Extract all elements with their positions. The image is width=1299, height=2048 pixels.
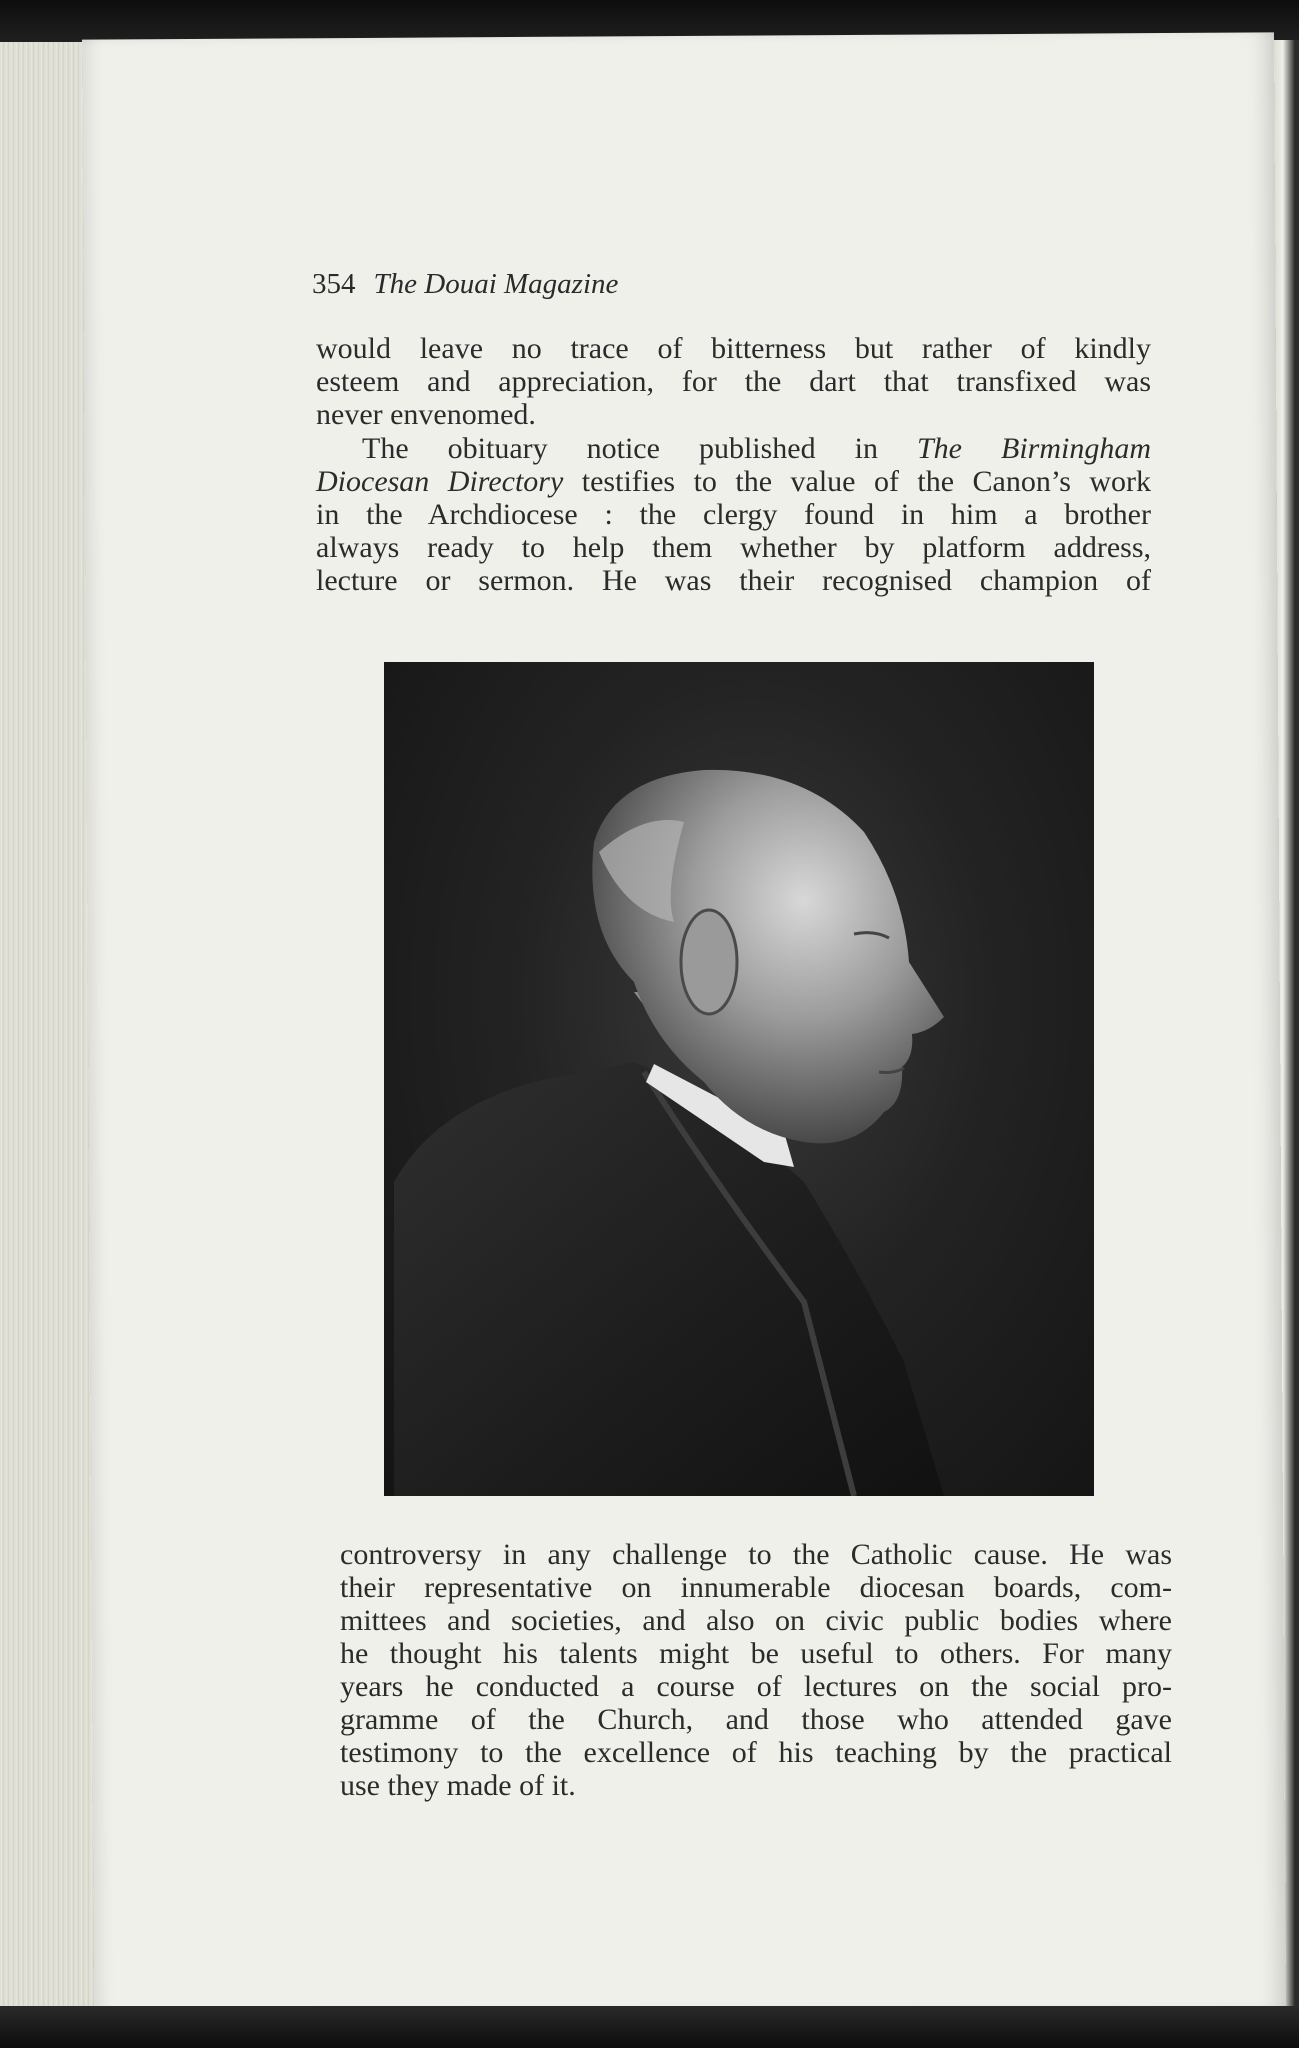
paragraph-obituary-notice: [316, 432, 1151, 597]
text-line: use they made of it.: [340, 1769, 576, 1802]
journal-title: The Douai Magazine: [373, 268, 619, 300]
text-line: mittees and societies, and also on civic public bodies where: [340, 1604, 1172, 1637]
publication-title-part: Diocesan Directory: [316, 465, 564, 498]
text-line: never envenomed.: [316, 398, 536, 431]
page-number: 354: [312, 268, 356, 300]
portrait-photograph: [384, 662, 1094, 1496]
text-line: controversy in any challenge to the Catholic cause. He was: [340, 1538, 1172, 1571]
text-line: in the Archdiocese : the clergy found in him a brother: [316, 498, 1151, 531]
publication-title-part: The Birmingham: [916, 432, 1151, 465]
text-line: esteem and appreciation, for the dart that transfixed was: [316, 365, 1151, 398]
running-head: [312, 268, 618, 301]
book-cover-bottom-edge: [0, 2006, 1299, 2048]
text-run: The obituary notice published in: [362, 432, 917, 465]
paragraph-controversy: [340, 1538, 1172, 1802]
text-line: would leave no trace of bitterness but rather of kindly: [316, 332, 1151, 365]
text-run: testifies to the value of the Canon’s work: [563, 465, 1151, 498]
text-line: lecture or sermon. He was their recognised champion of: [316, 564, 1151, 597]
text-line: [316, 432, 1151, 465]
text-line: he thought his talents might be useful to others. For many: [340, 1637, 1172, 1670]
text-line: gramme of the Church, and those who attended gave: [340, 1703, 1172, 1736]
text-line: testimony to the excellence of his teaching by the practical: [340, 1736, 1172, 1769]
text-line: years he conducted a course of lectures on the social pro-: [340, 1670, 1172, 1703]
portrait-figure: [384, 662, 1094, 1496]
text-line: [316, 465, 1151, 498]
paragraph-continuation: [316, 332, 1151, 431]
text-line: always ready to help them whether by platform address,: [316, 531, 1151, 564]
text-line: their representative on innumerable diocesan boards, com-: [340, 1571, 1172, 1604]
